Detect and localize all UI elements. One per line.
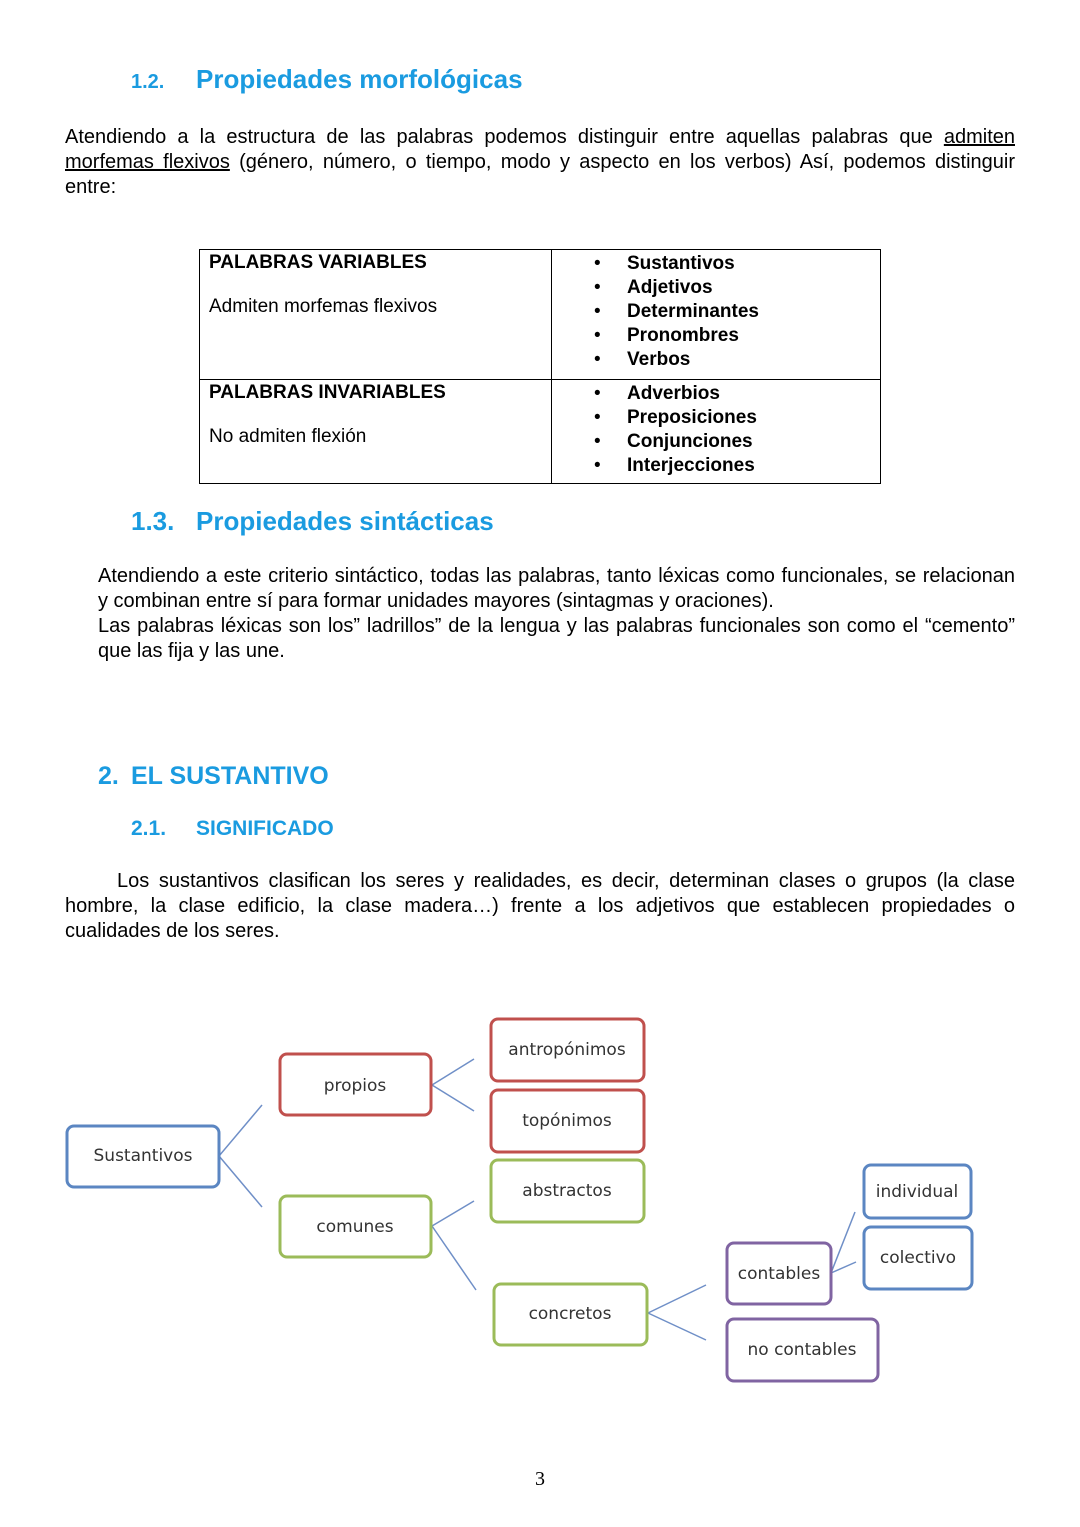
list-item: • Verbos xyxy=(627,348,880,372)
section-number: 2.1. xyxy=(131,817,167,840)
connector-line xyxy=(432,1226,476,1290)
paragraph-meaning: Los sustantivos clasifican los seres y realidades, es decir, determinan clases o grupos (la clase hombre, la clase edificio, la clase madera…) frente a los adjetivos que establecen propiedades o cualidades de los seres. xyxy=(65,870,1015,942)
node-sustantivos xyxy=(67,1126,219,1187)
node-propios xyxy=(280,1054,431,1115)
node-label: propios xyxy=(323,1076,387,1096)
node-contables xyxy=(727,1243,831,1304)
paragraph-text: Atendiendo a la estructura de las palabras podemos distinguir entre aquellas palabras que xyxy=(65,126,944,148)
list-item: • Sustantivos xyxy=(627,252,880,276)
category-description: No admiten flexión xyxy=(209,426,367,447)
connector-line xyxy=(648,1285,706,1313)
connector-line xyxy=(432,1201,474,1226)
list-item: • Interjecciones xyxy=(627,454,880,478)
list-item: • Determinantes xyxy=(627,300,880,324)
connector-line xyxy=(219,1156,262,1207)
connector-line xyxy=(432,1059,474,1085)
node-colectivo xyxy=(864,1227,972,1289)
node-individual xyxy=(864,1165,971,1218)
node-comunes xyxy=(280,1196,431,1257)
node-abstractos xyxy=(491,1160,644,1222)
node-label: topónimos xyxy=(522,1111,612,1131)
node-label: abstractos xyxy=(522,1181,612,1201)
category-title: PALABRAS VARIABLES xyxy=(209,252,427,273)
node-antroponimos xyxy=(491,1019,644,1081)
node-label: no contables xyxy=(747,1340,857,1360)
list-item: • Adjetivos xyxy=(627,276,880,300)
node-label: individual xyxy=(875,1182,959,1202)
paragraph-text: Atendiendo a este criterio sintáctico, todas las palabras, tanto léxicas como funcionales, se relacionan y combinan entre sí para formar unidades mayores (sintagmas y oraciones). xyxy=(98,565,1015,612)
section-title: Propiedades morfológicas xyxy=(196,64,523,94)
section-number: 2. xyxy=(98,762,119,790)
section-title: EL SUSTANTIVO xyxy=(131,762,329,790)
node-label: colectivo xyxy=(879,1248,957,1268)
paragraph-text: Las palabras léxicas son los” ladrillos” de la lengua y las palabras funcionales son como el “cemento” que las fija y las une. xyxy=(98,615,1015,662)
section-number: 1.2. xyxy=(131,71,165,93)
connector-line xyxy=(219,1105,262,1156)
underlined-text: admiten morfemas flexivos xyxy=(65,126,1015,173)
node-toponimos xyxy=(491,1090,644,1152)
section-number: 1.3. xyxy=(131,506,175,536)
section-title: Propiedades sintácticas xyxy=(196,506,494,536)
list-item: • Adverbios xyxy=(627,382,880,406)
node-no-contables xyxy=(727,1319,878,1381)
list-item: • Preposiciones xyxy=(627,406,880,430)
list-item: • Pronombres xyxy=(627,324,880,348)
node-label: Sustantivos xyxy=(93,1146,193,1166)
connector-line xyxy=(648,1313,706,1340)
connector-line xyxy=(432,1085,474,1111)
node-label: antropónimos xyxy=(508,1040,626,1060)
node-label: concretos xyxy=(528,1304,612,1324)
category-description: Admiten morfemas flexivos xyxy=(209,296,438,317)
section-title: SIGNIFICADO xyxy=(196,817,334,840)
page-number: 3 xyxy=(535,1468,545,1490)
node-concretos xyxy=(494,1284,647,1345)
category-title: PALABRAS INVARIABLES xyxy=(209,382,446,403)
node-label: contables xyxy=(737,1264,821,1284)
list-item: • Conjunciones xyxy=(627,430,880,454)
paragraph-text: (género, número, o tiempo, modo y aspecto en los verbos) Así, podemos distinguir entre: xyxy=(65,151,1015,198)
node-label: comunes xyxy=(316,1217,394,1237)
